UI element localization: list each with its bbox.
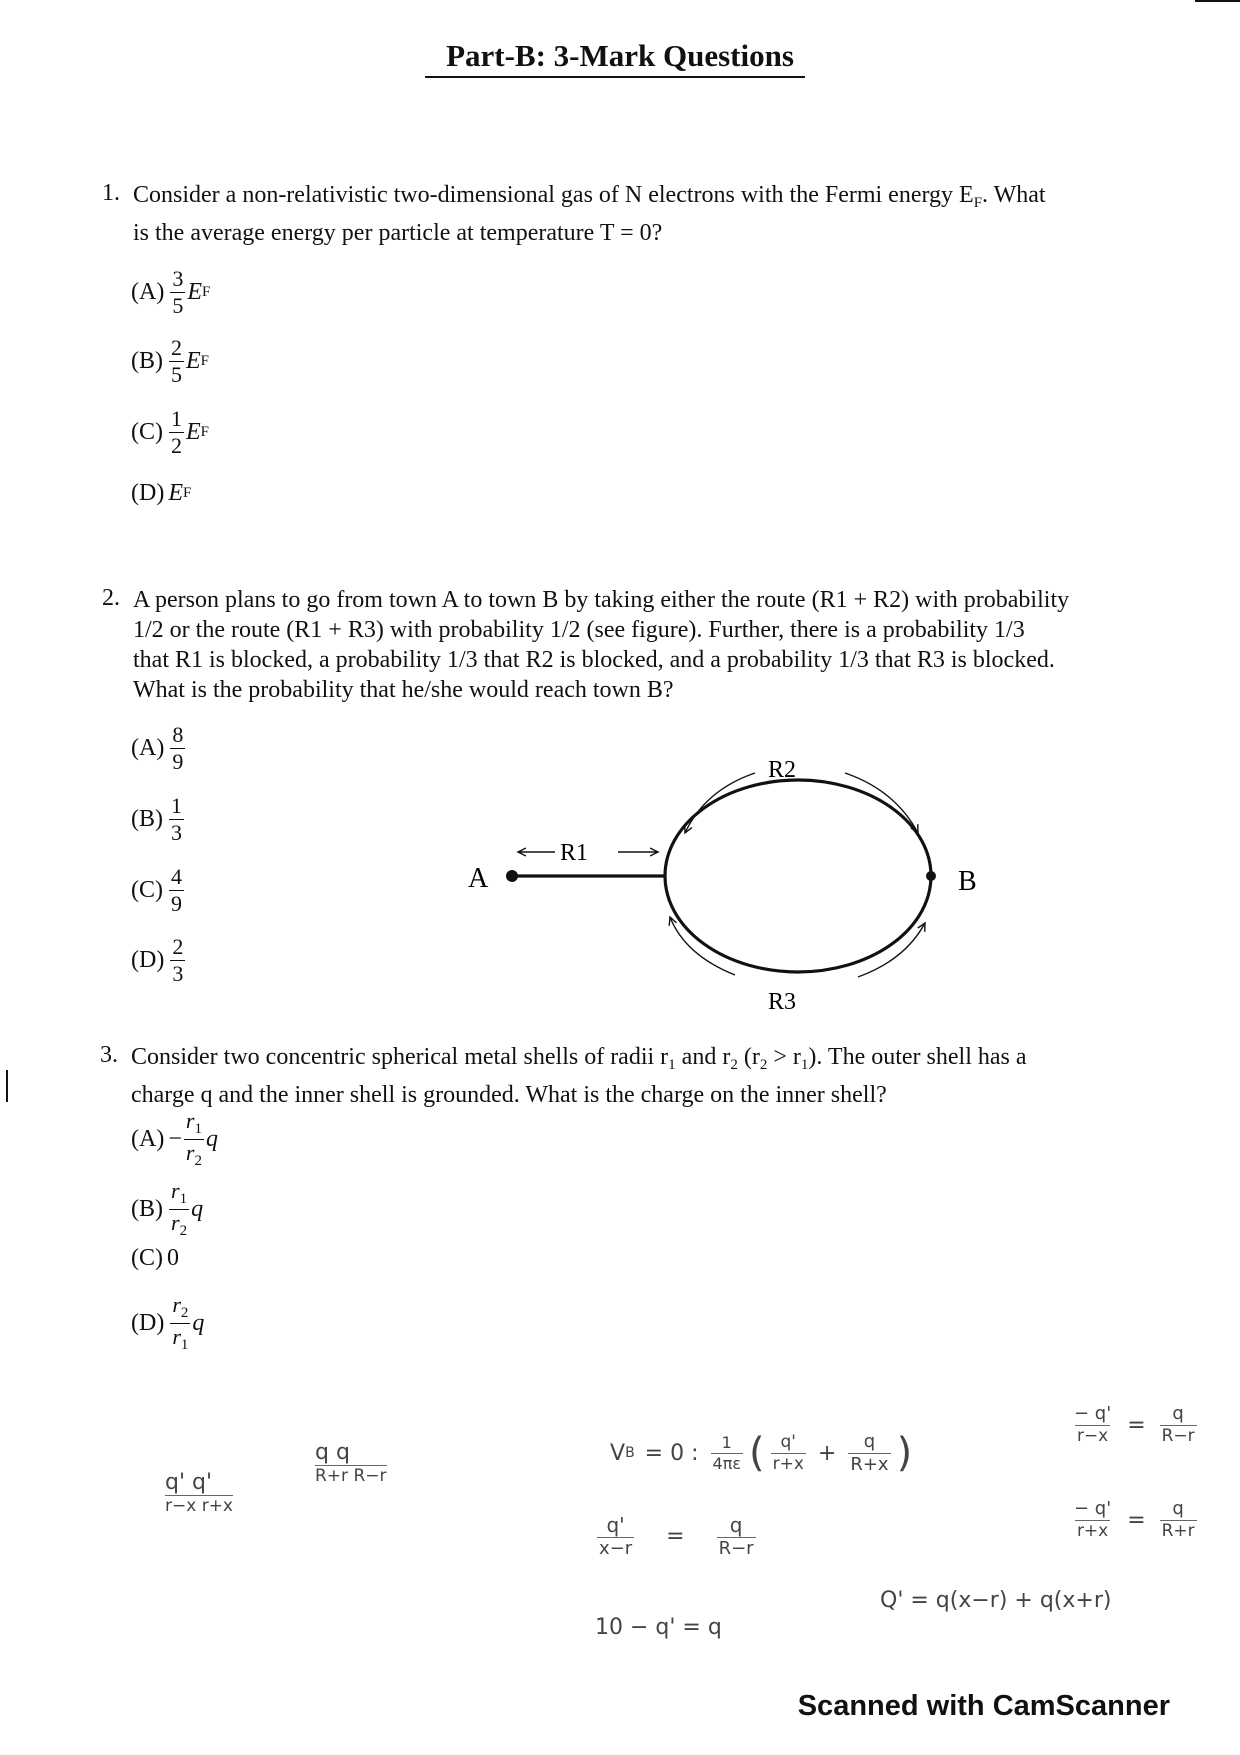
q3-option-c[interactable] — [131, 1245, 179, 1272]
question-3-text — [131, 1042, 1211, 1110]
title-underline — [425, 76, 805, 78]
option-ef-sub: F — [202, 284, 211, 300]
fraction: $\frac{1}{3}$ — [171, 793, 182, 845]
q3-line1-a: Consider two concentric spherical metal shells of radii r — [131, 1044, 669, 1070]
q3-line1-d: > r — [773, 1044, 801, 1070]
q1-ef-sub: F — [973, 195, 983, 211]
option-ef: E — [186, 348, 201, 374]
question-2-number: 2. — [102, 585, 120, 611]
handwritten-note-left-1: q' q' r−x r+x — [165, 1470, 233, 1516]
q3-sub-1b: 1 — [800, 1057, 809, 1073]
r2-label: R2 — [768, 757, 797, 783]
town-b-dot — [926, 871, 936, 881]
option-zero: 0 — [167, 1245, 179, 1271]
option-label: (B) — [131, 1196, 163, 1222]
option-q: q — [205, 1126, 218, 1152]
question-1-number: 1. — [102, 180, 120, 206]
handwritten-right-1: $\frac{- q'}{r-x}$ = $\frac{q}{R-r}$ — [1074, 1403, 1195, 1446]
option-label: (C) — [131, 419, 163, 445]
fraction: $\frac{r_1}{r_2}$ — [171, 1178, 188, 1239]
option-ef: E — [168, 480, 183, 506]
fraction: $\frac{1}{2}$ — [171, 406, 182, 458]
fraction: $\frac{8}{9}$ — [172, 722, 184, 774]
q2-line3: that R1 is blocked, a probability 1/3 that R2 is blocked, and a probability 1/3 that R3 is blocked. — [133, 647, 1055, 673]
fraction: $\frac{r_2}{r_1}$ — [172, 1292, 189, 1353]
option-ef: E — [187, 279, 202, 305]
q1-line1-end: . What — [982, 182, 1046, 208]
q2-line1: A person plans to go from town A to town B by taking either the route (R1 + R2) with probability — [133, 587, 1070, 613]
town-a-label: A — [468, 863, 489, 894]
question-3-number: 3. — [100, 1042, 118, 1068]
option-label: (D) — [131, 947, 165, 973]
handwritten-mid-equation: $\frac{q'}{x-r}$ = $\frac{q}{R-r}$ — [599, 1513, 754, 1559]
q1-line1: Consider a non-relativistic two-dimensional gas of N electrons with the Fermi energy E — [133, 182, 974, 208]
option-sign: − — [168, 1126, 182, 1152]
option-label: (A) — [131, 279, 165, 305]
q3-line1-b: and r — [681, 1044, 731, 1070]
q2-line4: What is the probability that he/she would reach town B? — [133, 677, 674, 703]
q1-option-d[interactable] — [131, 480, 191, 507]
option-label: (B) — [131, 348, 163, 374]
handwritten-right-bottom: Q' = q(x−r) + q(x+r) — [880, 1588, 1112, 1613]
fraction: $\frac{2}{3}$ — [172, 934, 184, 986]
option-ef-sub: F — [183, 485, 192, 501]
fraction: $\frac{r_1}{r_2}$ — [185, 1108, 202, 1169]
q3-option-a[interactable] — [131, 1110, 218, 1169]
option-q: q — [191, 1196, 204, 1222]
handwritten-mid-line3: 10 − q' = q — [595, 1615, 722, 1640]
q3-line1-e: ). The outer shell has a — [808, 1044, 1027, 1070]
town-b-label: B — [958, 866, 977, 897]
question-2-text — [133, 585, 1193, 705]
q2-option-a[interactable] — [131, 724, 187, 773]
r3-arrow-left — [670, 917, 735, 975]
q2-option-b[interactable] — [131, 795, 186, 844]
r2-arrow-left — [685, 773, 755, 833]
handwritten-right-2: $\frac{- q'}{r+x}$ = $\frac{q}{R+r}$ — [1074, 1498, 1195, 1541]
q1-line2: is the average energy per particle at temperature T = 0? — [133, 220, 663, 246]
page-title: Part-B: 3-Mark Questions — [446, 38, 794, 73]
option-q: q — [192, 1310, 205, 1336]
option-label: (C) — [131, 1245, 163, 1271]
fraction: $\frac{3}{5}$ — [172, 266, 184, 318]
r3-arrow-right — [858, 923, 925, 977]
q1-option-c[interactable] — [131, 408, 209, 457]
q2-option-d[interactable] — [131, 936, 187, 985]
q3-line1-c: (r — [743, 1044, 760, 1070]
q3-line2: charge q and the inner shell is grounded. What is the charge on the inner shell? — [131, 1082, 887, 1108]
scanner-watermark: Scanned with CamScanner — [797, 1690, 1170, 1722]
q1-option-b[interactable] — [131, 337, 209, 386]
q2-line2: 1/2 or the route (R1 + R3) with probability 1/2 (see figure). Further, there is a probability 1/3 — [133, 617, 1025, 643]
r3-label: R3 — [768, 989, 797, 1015]
option-label: (A) — [131, 735, 165, 761]
option-label: (B) — [131, 806, 163, 832]
q3-sub-1: 1 — [668, 1057, 676, 1073]
q3-option-b[interactable] — [131, 1180, 203, 1239]
q3-sub-2b: 2 — [759, 1057, 768, 1073]
q2-option-c[interactable] — [131, 866, 186, 915]
q1-option-a[interactable] — [131, 268, 210, 317]
option-ef-sub: F — [200, 424, 210, 440]
question-1-text — [133, 180, 1193, 248]
option-label: (D) — [131, 480, 165, 506]
margin-mark-top-right — [1195, 0, 1240, 2]
fraction: $\frac{4}{9}$ — [171, 864, 182, 916]
r1-label: R1 — [560, 840, 589, 866]
option-ef: E — [186, 419, 201, 445]
handwritten-note-left-2: q q R+r R−r — [315, 1440, 387, 1486]
handwritten-vb-equation: V B = 0 : $\frac{1}{4\pi\varepsilon}$ ( $\frac{q'}{r+x}$ + $\frac{q}{R+x}$ ) — [610, 1430, 913, 1476]
option-label: (C) — [131, 877, 163, 903]
route-figure — [440, 745, 980, 1030]
option-ef-sub: F — [200, 353, 210, 369]
route-r2-r3-loop — [665, 780, 931, 972]
q3-sub-2: 2 — [730, 1057, 738, 1073]
fraction: $\frac{2}{5}$ — [171, 335, 182, 387]
margin-mark-left — [6, 1070, 8, 1102]
q3-option-d[interactable] — [131, 1294, 204, 1353]
option-label: (A) — [131, 1126, 165, 1152]
option-label: (D) — [131, 1310, 165, 1336]
